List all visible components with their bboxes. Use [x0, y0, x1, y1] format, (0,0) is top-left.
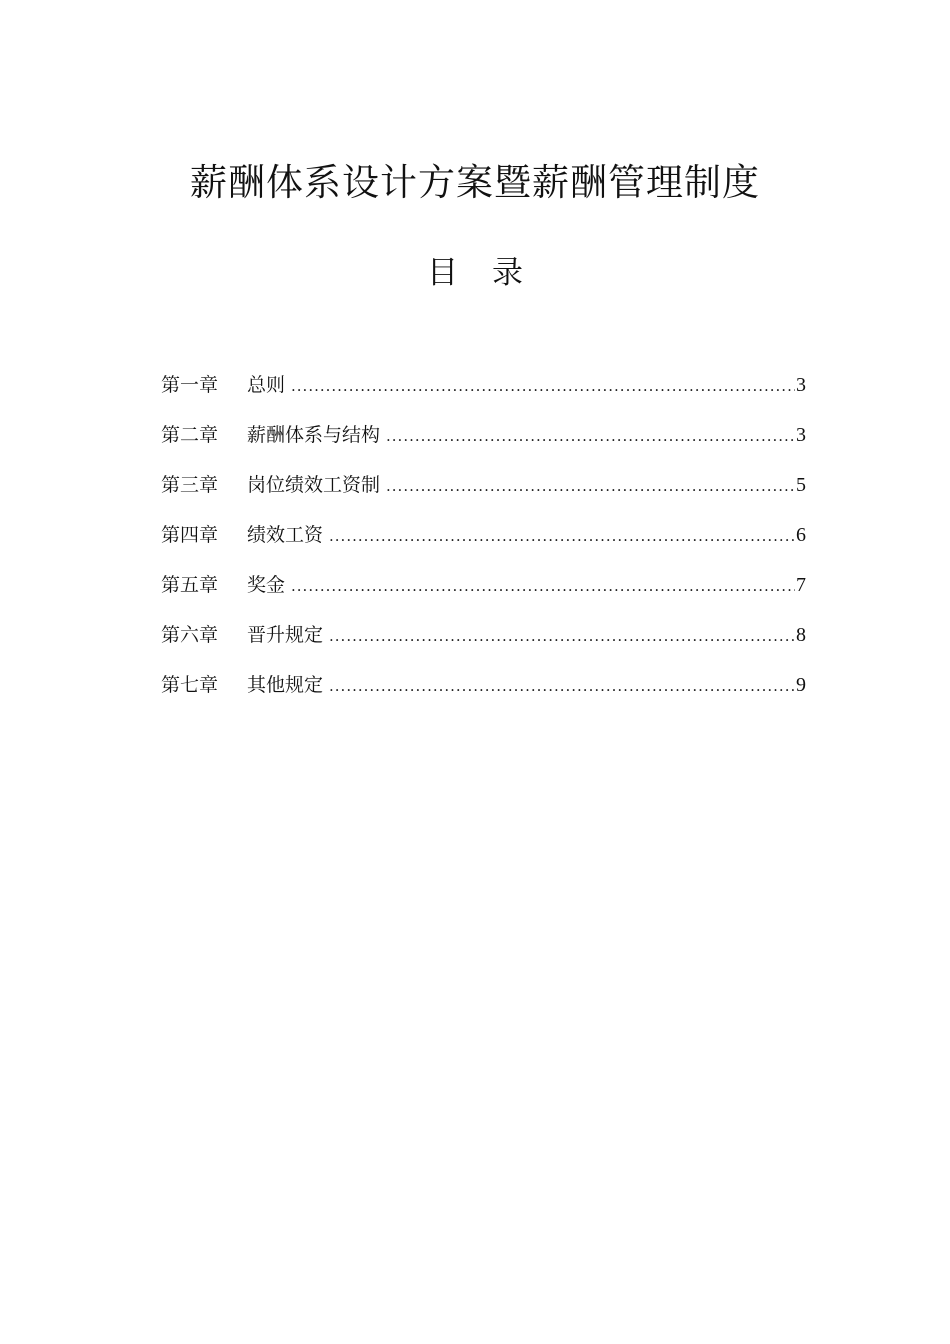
- toc-dot-leader: [291, 567, 795, 605]
- toc-page-number: 3: [796, 424, 806, 446]
- toc-chapter-title: 总则: [247, 374, 286, 396]
- toc-chapter-number: 第一章: [161, 374, 219, 396]
- toc-page-number: 9: [796, 674, 806, 696]
- document-title: 薪酬体系设计方案暨薪酬管理制度: [190, 160, 760, 204]
- toc-entry-1[interactable]: [161, 366, 806, 416]
- toc-chapter-number: 第三章: [161, 474, 219, 496]
- toc-chapter-title: 绩效工资: [247, 524, 324, 546]
- toc-heading-right: 录: [492, 255, 523, 291]
- toc-chapter-number: 第七章: [161, 674, 219, 696]
- toc-entry-4[interactable]: [161, 516, 806, 566]
- toc-chapter-title: 晋升规定: [247, 624, 324, 646]
- toc-dot-leader: [329, 517, 795, 555]
- toc-dot-leader: [386, 467, 795, 505]
- toc-heading: [0, 250, 950, 296]
- toc-page-number: 8: [796, 624, 806, 646]
- toc-entry-3[interactable]: [161, 466, 806, 516]
- toc-chapter-number: 第二章: [161, 424, 219, 446]
- toc-page-number: 5: [796, 474, 806, 496]
- toc-chapter-number: 第五章: [161, 574, 219, 596]
- toc-entry-6[interactable]: [161, 616, 806, 666]
- toc-entry-5[interactable]: [161, 566, 806, 616]
- table-of-contents: [161, 366, 806, 716]
- toc-dot-leader: [329, 667, 795, 705]
- toc-dot-leader: [386, 417, 795, 455]
- toc-entry-7[interactable]: [161, 666, 806, 716]
- toc-page-number: 7: [796, 574, 806, 596]
- toc-dot-leader: [329, 617, 795, 655]
- toc-chapter-title: 岗位绩效工资制: [247, 474, 381, 496]
- toc-entry-2[interactable]: [161, 416, 806, 466]
- toc-chapter-number: 第四章: [161, 524, 219, 546]
- toc-chapter-title: 奖金: [247, 574, 286, 596]
- toc-chapter-number: 第六章: [161, 624, 219, 646]
- toc-dot-leader: [291, 367, 795, 405]
- toc-chapter-title: 薪酬体系与结构: [247, 424, 381, 446]
- toc-page-number: 3: [796, 374, 806, 396]
- toc-chapter-title: 其他规定: [247, 674, 324, 696]
- toc-heading-left: 目: [427, 255, 458, 291]
- toc-page-number: 6: [796, 524, 806, 546]
